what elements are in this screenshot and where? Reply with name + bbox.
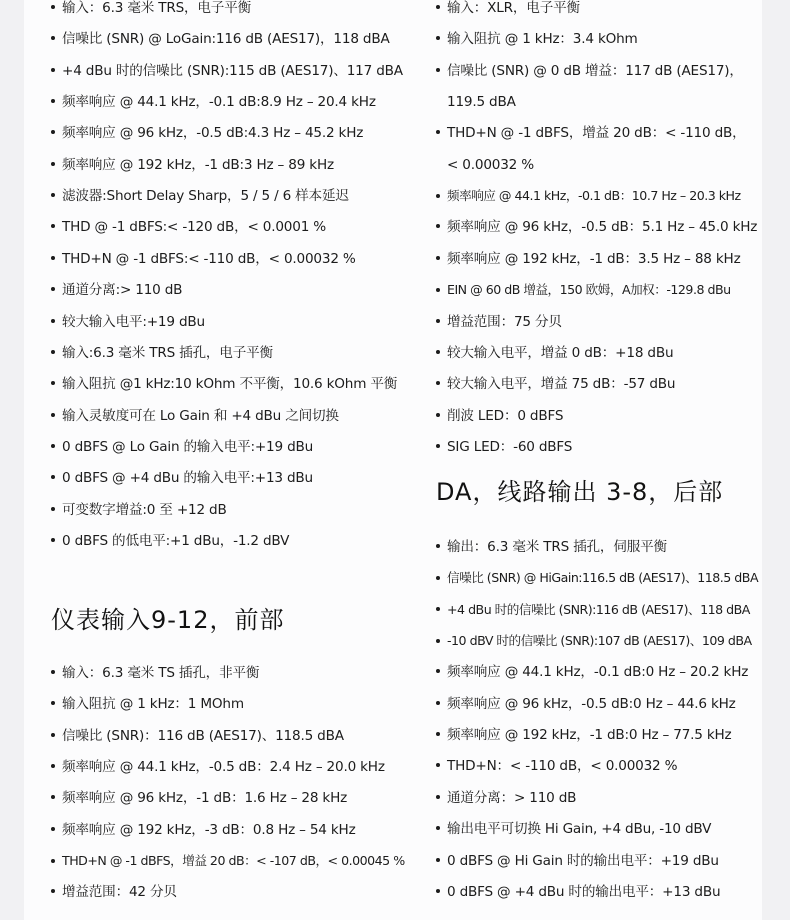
spec-item-text: 较大输入电平，增益 75 dB：-57 dBu: [447, 376, 676, 393]
bullet-icon: [51, 381, 55, 385]
spec-item: [51, 62, 403, 80]
bullet-icon: [436, 701, 440, 705]
spec-item-text: THD+N @ -1 dBFS，增益 20 dB：< -110 dB，: [447, 125, 746, 142]
spec-item: [51, 30, 390, 48]
spec-item-text: 119.5 dBA: [447, 94, 516, 111]
spec-item: [436, 695, 736, 713]
spec-item-text: THD+N：< -110 dB，< 0.00032 %: [447, 758, 678, 775]
spec-item: [436, 789, 576, 807]
bullet-icon: [51, 733, 55, 737]
spec-item: [51, 532, 289, 550]
spec-item: [51, 156, 334, 174]
spec-item: [436, 820, 711, 838]
spec-item-text: 输出：6.3 毫米 TRS 插孔，伺服平衡: [447, 539, 667, 555]
bullet-icon: [436, 5, 440, 9]
spec-item: [436, 883, 720, 901]
spec-item: [51, 758, 385, 776]
bullet-icon: [436, 68, 440, 72]
bullet-icon: [436, 763, 440, 767]
spec-item: [51, 695, 244, 713]
spec-item: [436, 632, 752, 650]
spec-item: [436, 663, 748, 681]
bullet-icon: [436, 413, 440, 417]
spec-item: [51, 218, 326, 236]
spec-item: [51, 852, 405, 870]
spec-item: [51, 313, 205, 331]
spec-item-text: 增益范围：75 分贝: [447, 313, 562, 330]
bullet-icon: [436, 795, 440, 799]
bullet-icon: [436, 381, 440, 385]
spec-item: [51, 375, 397, 393]
spec-item: [51, 438, 313, 456]
spec-item: [51, 407, 339, 425]
spec-item-text: 0 dBFS @ +4 dBu 时的输出电平：+13 dBu: [447, 883, 721, 900]
spec-item: [51, 883, 177, 901]
spec-item-text: EIN @ 60 dB 增益，150 欧姆，A加权：-129.8 dBu: [447, 282, 731, 298]
spec-item-text: +4 dBu 时的信噪比 (SNR):116 dB (AES17)、118 dBA: [447, 601, 750, 617]
spec-item-text: 较大输入电平:+19 dBu: [62, 313, 205, 330]
bullet-icon: [51, 224, 55, 228]
bullet-icon: [51, 5, 55, 9]
spec-item-text: 信噪比 (SNR) @ LoGain:116 dB (AES17)，118 dBA: [62, 31, 390, 48]
spec-item-text: 输入阻抗 @ 1 kHz：1 MOhm: [62, 696, 244, 713]
bullet-icon: [436, 607, 440, 611]
bullet-icon: [51, 287, 55, 291]
bullet-icon: [51, 350, 55, 354]
spec-item-text: 输入：XLR，电子平衡: [447, 0, 580, 16]
bullet-icon: [436, 732, 440, 736]
section-heading-instrument-input: 仪表输入9-12，前部: [51, 606, 285, 634]
spec-item-text: 输入:6.3 毫米 TRS 插孔，电子平衡: [62, 344, 273, 361]
spec-item: [51, 281, 182, 299]
spec-item-text: 滤波器:Short Delay Sharp，5 / 5 / 6 样本延迟: [62, 188, 349, 205]
spec-item: [51, 344, 273, 362]
bullet-icon: [436, 444, 440, 448]
spec-item-text: 输入：6.3 毫米 TRS，电子平衡: [62, 0, 251, 16]
spec-item: [436, 375, 675, 393]
bullet-icon: [51, 130, 55, 134]
spec-item: [436, 281, 731, 299]
bullet-icon: [51, 670, 55, 674]
spec-item: [436, 62, 743, 80]
spec-item-text: THD @ -1 dBFS:< -120 dB，< 0.0001 %: [62, 219, 326, 236]
spec-item-text: 增益范围：42 分贝: [62, 884, 177, 901]
spec-item: [51, 501, 227, 519]
spec-item: [436, 124, 746, 142]
bullet-icon: [51, 256, 55, 260]
spec-item-text: 频率响应 @ 192 kHz，-3 dB：0.8 Hz – 54 kHz: [62, 821, 356, 838]
bullet-icon: [436, 858, 440, 862]
bullet-icon: [436, 256, 440, 260]
spec-item: [51, 821, 356, 839]
spec-item-text: < 0.00032 %: [447, 156, 534, 173]
spec-item: [51, 250, 356, 268]
spec-item-text: 削波 LED：0 dBFS: [447, 407, 564, 424]
spec-item: [51, 789, 347, 807]
spec-sheet: [24, 0, 762, 920]
spec-item-text: 频率响应 @ 192 kHz，-1 dB:0 Hz – 77.5 kHz: [447, 727, 732, 744]
spec-item-text: 输入阻抗 @ 1 kHz：3.4 kOhm: [447, 31, 638, 48]
spec-item-text: 0 dBFS 的低电平:+1 dBu，-1.2 dBV: [62, 532, 290, 549]
spec-item: [436, 187, 741, 205]
spec-item: [436, 852, 719, 870]
bullet-icon: [51, 859, 55, 863]
spec-item-text: 信噪比 (SNR) @ 0 dB 增益：117 dB (AES17)，: [447, 62, 743, 79]
bullet-icon: [51, 827, 55, 831]
spec-item-text: SIG LED：-60 dBFS: [447, 438, 573, 455]
bullet-icon: [51, 413, 55, 417]
spec-item-text: 输入：6.3 毫米 TS 插孔，非平衡: [62, 665, 260, 681]
spec-item-text: 频率响应 @ 44.1 kHz，-0.1 dB:0 Hz – 20.2 kHz: [447, 664, 749, 681]
section-heading-da-line-output: DA，线路输出 3-8，后部: [436, 478, 724, 506]
bullet-icon: [51, 68, 55, 72]
spec-item: [436, 569, 758, 587]
bullet-icon: [51, 319, 55, 323]
bullet-icon: [436, 350, 440, 354]
spec-item-text: 0 dBFS @ +4 dBu 的输入电平:+13 dBu: [62, 470, 313, 487]
spec-item-text: 频率响应 @ 192 kHz，-1 dB：3.5 Hz – 88 kHz: [447, 250, 741, 267]
spec-item-text: 0 dBFS @ Hi Gain 时的输出电平：+19 dBu: [447, 852, 719, 869]
bullet-icon: [51, 444, 55, 448]
bullet-icon: [436, 826, 440, 830]
bullet-icon: [51, 193, 55, 197]
spec-item: [436, 757, 677, 775]
spec-item: [436, 344, 673, 362]
spec-item: [436, 30, 638, 48]
spec-item-text: 输入阻抗 @1 kHz:10 kOhm 不平衡，10.6 kOhm 平衡: [62, 376, 398, 393]
spec-item-text: 0 dBFS @ Lo Gain 的输入电平:+19 dBu: [62, 438, 314, 455]
spec-item-text: 频率响应 @ 44.1 kHz，-0.1 dB:8.9 Hz – 20.4 kHz: [62, 94, 376, 111]
spec-item: [436, 0, 580, 17]
spec-item: [436, 313, 562, 331]
spec-item-text: -10 dBV 时的信噪比 (SNR):107 dB (AES17)、109 dBA: [447, 633, 752, 649]
spec-item-text: THD+N @ -1 dBFS，增益 20 dB：< -107 dB，< 0.00045 %: [62, 853, 405, 869]
spec-item-text: 输入灵敏度可在 Lo Gain 和 +4 dBu 之间切换: [62, 407, 339, 424]
bullet-icon: [436, 36, 440, 40]
bullet-icon: [436, 130, 440, 134]
spec-item: [51, 187, 349, 205]
spec-item: [436, 218, 757, 236]
spec-item-text: 通道分离：> 110 dB: [447, 789, 577, 806]
bullet-icon: [51, 99, 55, 103]
bullet-icon: [51, 889, 55, 893]
bullet-icon: [51, 764, 55, 768]
spec-item-text: THD+N @ -1 dBFS:< -110 dB，< 0.00032 %: [62, 250, 356, 267]
spec-item-text: 频率响应 @ 44.1 kHz，-0.5 dB：2.4 Hz – 20.0 kHz: [62, 759, 385, 776]
spec-item: [436, 407, 563, 425]
bullet-icon: [436, 889, 440, 893]
spec-item-text: 频率响应 @ 96 kHz，-1 dB：1.6 Hz – 28 kHz: [62, 790, 348, 807]
spec-item-continuation: [447, 93, 516, 111]
spec-item-text: 频率响应 @ 96 kHz，-0.5 dB：5.1 Hz – 45.0 kHz: [447, 219, 758, 236]
bullet-icon: [436, 544, 440, 548]
spec-item-text: 可变数字增益:0 至 +12 dB: [62, 501, 227, 518]
bullet-icon: [51, 36, 55, 40]
spec-item-text: 频率响应 @ 96 kHz，-0.5 dB:0 Hz – 44.6 kHz: [447, 695, 736, 712]
bullet-icon: [51, 475, 55, 479]
spec-item-continuation: [447, 156, 534, 174]
spec-item-text: 输出电平可切换 Hi Gain, +4 dBu, -10 dBV: [447, 821, 712, 838]
spec-item-text: +4 dBu 时的信噪比 (SNR):115 dB (AES17)、117 dBA: [62, 62, 403, 79]
spec-item-text: 通道分离:> 110 dB: [62, 282, 183, 299]
bullet-icon: [436, 194, 440, 198]
bullet-icon: [51, 701, 55, 705]
spec-item: [436, 726, 732, 744]
bullet-icon: [436, 288, 440, 292]
bullet-icon: [436, 319, 440, 323]
spec-item: [51, 727, 344, 745]
spec-item-text: 频率响应 @ 96 kHz，-0.5 dB:4.3 Hz – 45.2 kHz: [62, 125, 364, 142]
spec-item: [436, 601, 750, 619]
bullet-icon: [436, 224, 440, 228]
spec-item-text: 信噪比 (SNR) @ HiGain:116.5 dB (AES17)、118.5 dBA: [447, 570, 759, 586]
spec-item: [51, 469, 313, 487]
bullet-icon: [436, 669, 440, 673]
spec-item-text: 信噪比 (SNR)：116 dB (AES17)、118.5 dBA: [62, 727, 344, 744]
spec-item: [51, 124, 363, 142]
bullet-icon: [51, 538, 55, 542]
spec-item: [51, 93, 376, 111]
bullet-icon: [436, 639, 440, 643]
spec-item: [51, 0, 251, 17]
bullet-icon: [51, 795, 55, 799]
spec-item-text: 频率响应 @ 44.1 kHz，-0.1 dB：10.7 Hz – 20.3 kHz: [447, 188, 741, 204]
bullet-icon: [436, 576, 440, 580]
spec-item: [436, 438, 572, 456]
spec-item: [51, 664, 259, 682]
spec-item-text: 较大输入电平，增益 0 dB：+18 dBu: [447, 344, 674, 361]
spec-item: [436, 250, 741, 268]
spec-item: [436, 538, 667, 556]
bullet-icon: [51, 507, 55, 511]
spec-item-text: 频率响应 @ 192 kHz，-1 dB:3 Hz – 89 kHz: [62, 156, 334, 173]
bullet-icon: [51, 162, 55, 166]
